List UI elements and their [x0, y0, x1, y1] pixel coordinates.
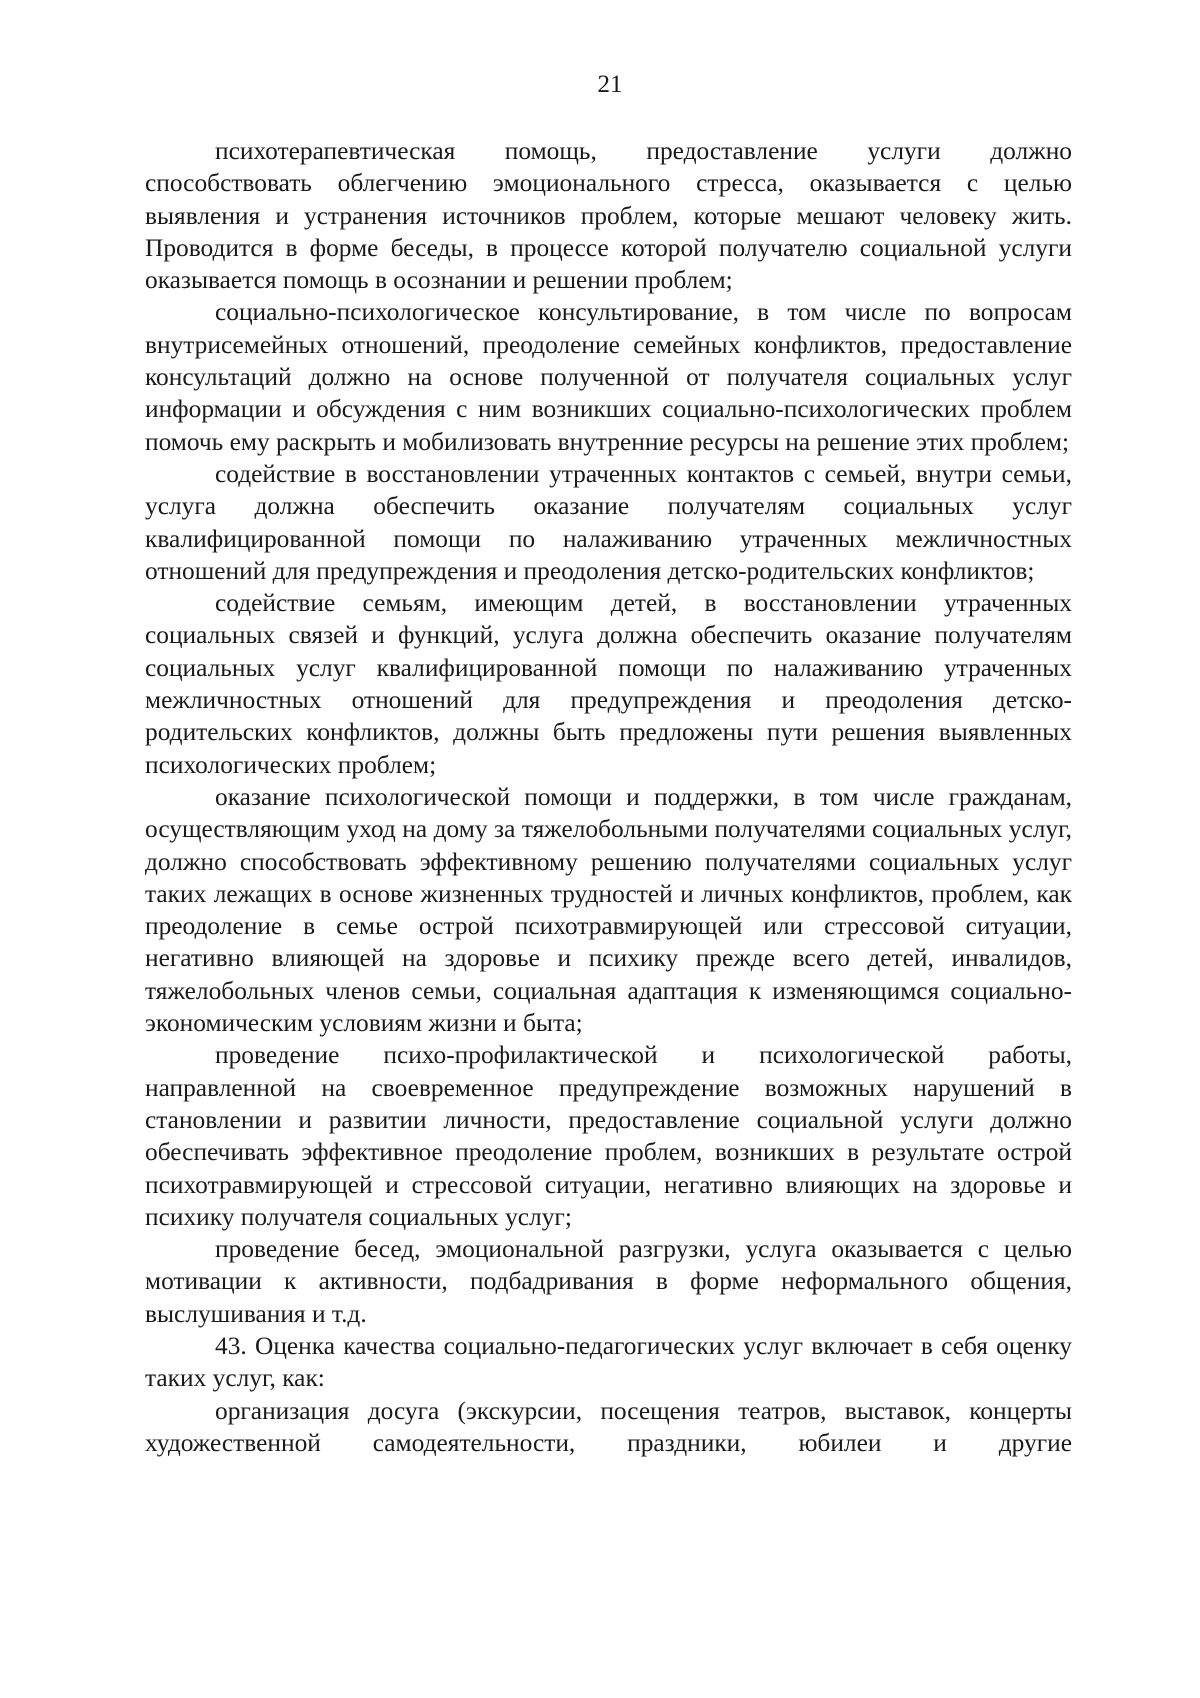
paragraph: социально-психологическое консультирование, в том числе по вопросам внутрисемейных отношений, преодоление семейных конфликтов, предоставление консультаций должно на основе полученной от получателя социальных услуг информации и обсуждения с ним возникших социально-психологических проблем помочь ему раскрыть и мобилизовать внутренние ресурсы на решение этих проблем; — [145, 298, 1072, 456]
paragraph: проведение психо-профилактической и психологической работы, направленной на своевременное предупреждение возможных нарушений в становлении и развитии личности, предоставление социальной услуги должно обеспечивать эффективное преодоление проблем, возникших в результате острой психотравмирующей и стрессовой ситуации, негативно влияющих на здоровье и психику получателя социальных услуг; — [145, 1041, 1072, 1231]
page-number: 21 — [597, 71, 623, 98]
paragraph: содействие в восстановлении утраченных контактов с семьей, внутри семьи, услуга должна обеспечить оказание получателям социальных услуг квалифицированной помощи по налаживанию утраченных межличностных отношений для предупреждения и преодоления детско-родительских конфликтов; — [145, 459, 1072, 585]
paragraph: оказание психологической помощи и поддержки, в том числе гражданам, осуществляющим уход на дому за тяжелобольными получателями социальных услуг, должно способствовать эффективному решению получателями социальных услуг таких лежащих в основе жизненных трудностей и личных конфликтов, проблем, как преодоление в семье острой психотравмирующей или стрессовой ситуации, негативно влияющей на здоровье и психику прежде всего детей, инвалидов, тяжелобольных членов семьи, социальная адаптация к изменяющимся социально-экономическим условиям жизни и быта; — [145, 782, 1072, 1038]
paragraph: 43. Оценка качества социально-педагогических услуг включает в себя оценку таких услуг, как: — [145, 1331, 1072, 1393]
paragraph: проведение бесед, эмоциональной разгрузки, услуга оказывается с целью мотивации к активности, подбадривания в форме неформального общения, выслушивания и т.д. — [145, 1235, 1072, 1328]
document-body — [145, 135, 1072, 1459]
paragraph: содействие семьям, имеющим детей, в восстановлении утраченных социальных связей и функций, услуга должна обеспечить оказание получателям социальных услуг квалифицированной помощи по налаживанию утраченных межличностных отношений для предупреждения и преодоления детско-родительских конфликтов, должны быть предложены пути решения выявленных психологических проблем; — [145, 589, 1072, 779]
paragraph: организация досуга (экскурсии, посещения театров, выставок, концерты художественной самодеятельности, праздники, юбилеи и другие — [145, 1396, 1072, 1457]
paragraph: психотерапевтическая помощь, предоставление услуги должно способствовать облегчению эмоционального стресса, оказывается с целью выявления и устранения источников проблем, которые мешают человеку жить. Проводится в форме беседы, в процессе которой получателю социальной услуги оказывается помощь в осознании и решении проблем; — [145, 137, 1072, 295]
